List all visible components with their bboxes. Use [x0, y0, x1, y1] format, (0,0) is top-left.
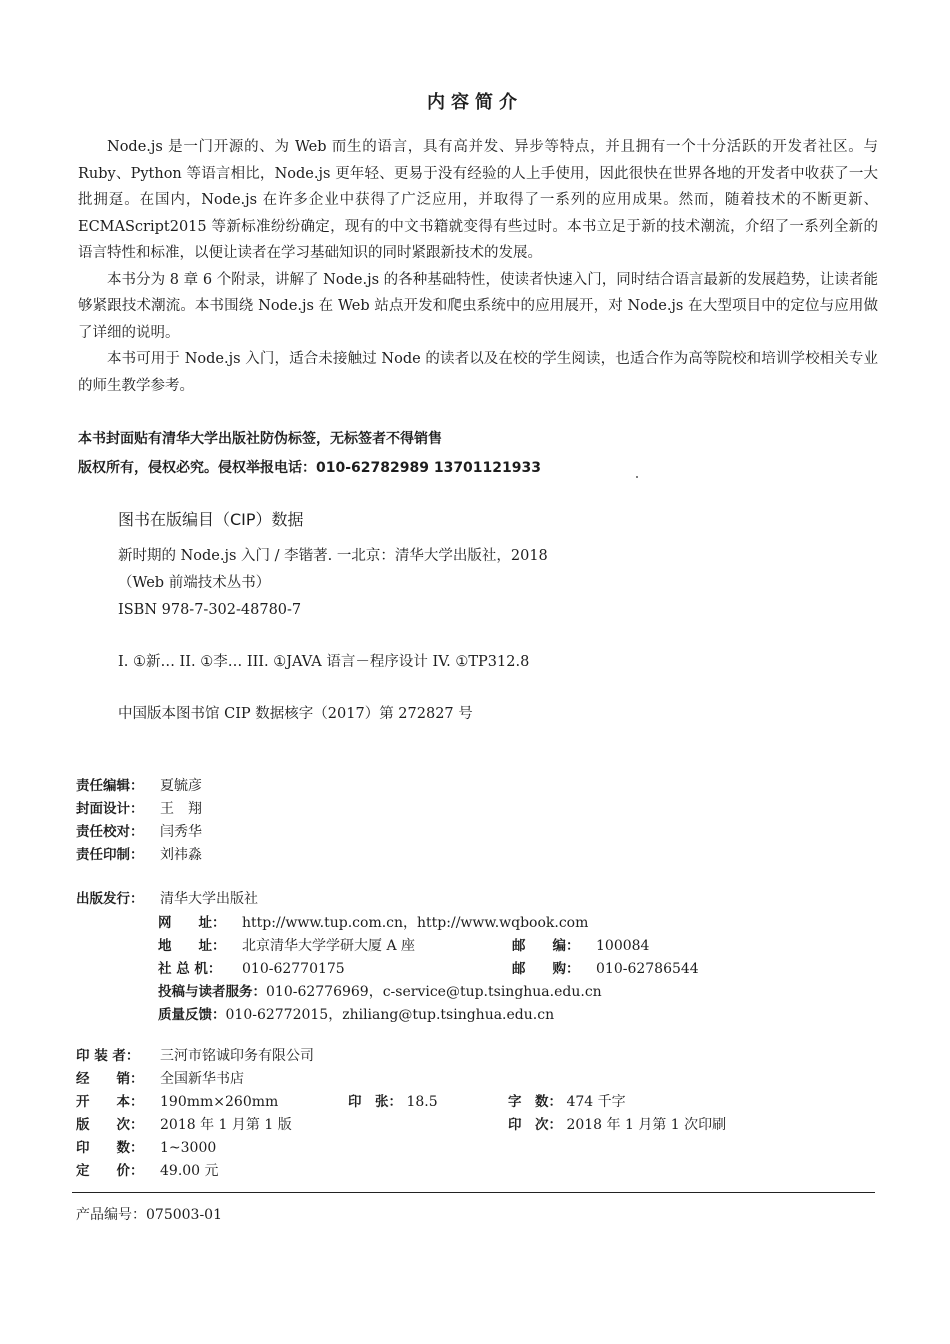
submission-value: 010-62776969，c-service@tup.tsinghua.edu.cn: [266, 984, 602, 1000]
staff-value: 王 翔: [160, 801, 202, 817]
cip-series-line: （Web 前端技术丛书）: [118, 575, 271, 591]
sheets-value: 18.5: [406, 1094, 438, 1110]
postcode-value: 100084: [596, 938, 650, 954]
address-row: [158, 935, 699, 958]
publisher-row: [76, 888, 258, 911]
distributor-label: 经 销：: [76, 1071, 144, 1087]
distributor-row: [76, 1068, 314, 1091]
rights-notice: 版权所有，侵权必究。侵权举报电话：010-62782989 13701121933: [78, 460, 541, 476]
postcode-label: 邮 编：: [512, 938, 580, 954]
scan-speck: [636, 476, 638, 478]
cip-isbn: ISBN 978-7-302-48780-7: [118, 602, 302, 618]
mailorder-label: 邮 购：: [512, 961, 580, 977]
mailorder-value: 010-62786544: [596, 961, 699, 977]
cip-classification: I. ①新… II. ①李… III. ①JAVA 语言－程序设计 IV. ①TP312.8: [118, 654, 530, 670]
publisher-details: [158, 912, 699, 1027]
switchboard-value: 010-62770175: [242, 961, 345, 977]
printer-label: 印 装 者：: [76, 1048, 140, 1064]
intro-section: [78, 134, 878, 399]
website-row: [158, 912, 699, 935]
publisher-value: 清华大学出版社: [160, 891, 258, 907]
cip-bibliographic-line: 新时期的 Node.js 入门 / 李锴著. 一北京：清华大学出版社，2018: [118, 548, 548, 564]
cip-block: [118, 507, 878, 728]
cip-verification: 中国版本图书馆 CIP 数据核字（2017）第 272827 号: [118, 706, 473, 722]
publisher-label: 出版发行：: [76, 891, 144, 907]
quality-label: 质量反馈：: [158, 1007, 226, 1023]
price-label: 定 价：: [76, 1163, 144, 1179]
copies-label: 印 数：: [76, 1140, 144, 1156]
intro-paragraph: Node.js 是一门开源的、为 Web 而生的语言，具有高并发、异步等特点，并且拥有一个十分活跃的开发者社区。与 Ruby、Python 等语言相比，Node.js 更年轻、更易于没有经验的人上手使用，因此很快在世界各地的开发者中收获了一大批拥趸。在国内，Node.js 在许多企业中获得了广泛应用，并取得了一系列的应用成果。然而，随着技术的不断更新、ECMAScript2015 等新标准纷纷确定，现有的中文书籍就变得有些过时。本书立足于新的技术潮流，介绍了一系列全新的语言特性和标准，以便让读者在学习基础知识的同时紧跟新技术的发展。: [78, 139, 878, 261]
format-row: [76, 1091, 626, 1114]
staff-value: 闫秀华: [160, 824, 202, 840]
copyright-notice: [78, 425, 878, 483]
format-label: 开 本：: [76, 1094, 144, 1110]
product-code: 产品编号：075003-01: [76, 1207, 222, 1223]
print-specs: [76, 1045, 727, 1183]
website-value: http://www.tup.com.cn，http://www.wqbook.com: [242, 915, 589, 931]
address-label: 地 址：: [158, 938, 226, 954]
staff-label: 责任印制：: [76, 847, 144, 863]
distributor-value: 全国新华书店: [160, 1071, 244, 1087]
quality-row: [158, 1004, 699, 1027]
words-label: 字 数：: [508, 1094, 562, 1110]
staff-label: 责任校对：: [76, 824, 144, 840]
staff-value: 刘祎淼: [160, 847, 202, 863]
copies-value: 1~3000: [160, 1140, 217, 1156]
price-row: [76, 1160, 314, 1183]
printing-label: 印 次：: [508, 1117, 562, 1133]
intro-paragraph: 本书分为 8 章 6 个附录，讲解了 Node.js 的各种基础特性，使读者快速入门，同时结合语言最新的发展趋势，让读者能够紧跟技术潮流。本书围绕 Node.js 在 Web 站点开发和爬虫系统中的应用展开，对 Node.js 在大型项目中的定位与应用做了详细的说明。: [78, 271, 878, 341]
switchboard-row: [158, 958, 699, 981]
anti-counterfeit-notice: 本书封面贴有清华大学出版社防伪标签，无标签者不得销售: [78, 431, 442, 447]
staff-label: 封面设计：: [76, 801, 144, 817]
submission-label: 投稿与读者服务：: [158, 984, 266, 1000]
edition-label: 版 次：: [76, 1117, 144, 1133]
page-title: 内容简介: [427, 92, 523, 113]
quality-value: 010-62772015，zhiliang@tup.tsinghua.edu.cn: [225, 1007, 555, 1023]
printer-value: 三河市铭诚印务有限公司: [160, 1048, 314, 1064]
sheets-label: 印 张：: [348, 1094, 402, 1110]
edition-value: 2018 年 1 月第 1 版: [160, 1117, 292, 1133]
cip-title: 图书在版编目（CIP）数据: [118, 510, 304, 529]
format-value: 190mm×260mm: [160, 1094, 279, 1110]
publisher-block: [76, 888, 258, 911]
address-value: 北京清华大学学研大厦 A 座: [242, 938, 416, 954]
words-value: 474 千字: [566, 1094, 626, 1110]
staff-row: [76, 844, 202, 867]
printer-row: [76, 1045, 314, 1068]
staff-value: 夏毓彦: [160, 778, 202, 794]
divider-rule: [72, 1192, 875, 1193]
edition-row: [76, 1114, 727, 1137]
copies-row: [76, 1137, 314, 1160]
price-value: 49.00 元: [160, 1163, 219, 1179]
printing-value: 2018 年 1 月第 1 次印刷: [566, 1117, 727, 1133]
website-label: 网 址：: [158, 915, 226, 931]
submission-row: [158, 981, 699, 1004]
switchboard-label: 社 总 机：: [158, 961, 222, 977]
staff-row: [76, 798, 202, 821]
staff-list: [76, 775, 202, 867]
intro-paragraph: 本书可用于 Node.js 入门，适合未接触过 Node 的读者以及在校的学生阅读，也适合作为高等院校和培训学校相关专业的师生教学参考。: [78, 351, 878, 394]
staff-row: [76, 775, 202, 798]
staff-row: [76, 821, 202, 844]
staff-label: 责任编辑：: [76, 778, 144, 794]
